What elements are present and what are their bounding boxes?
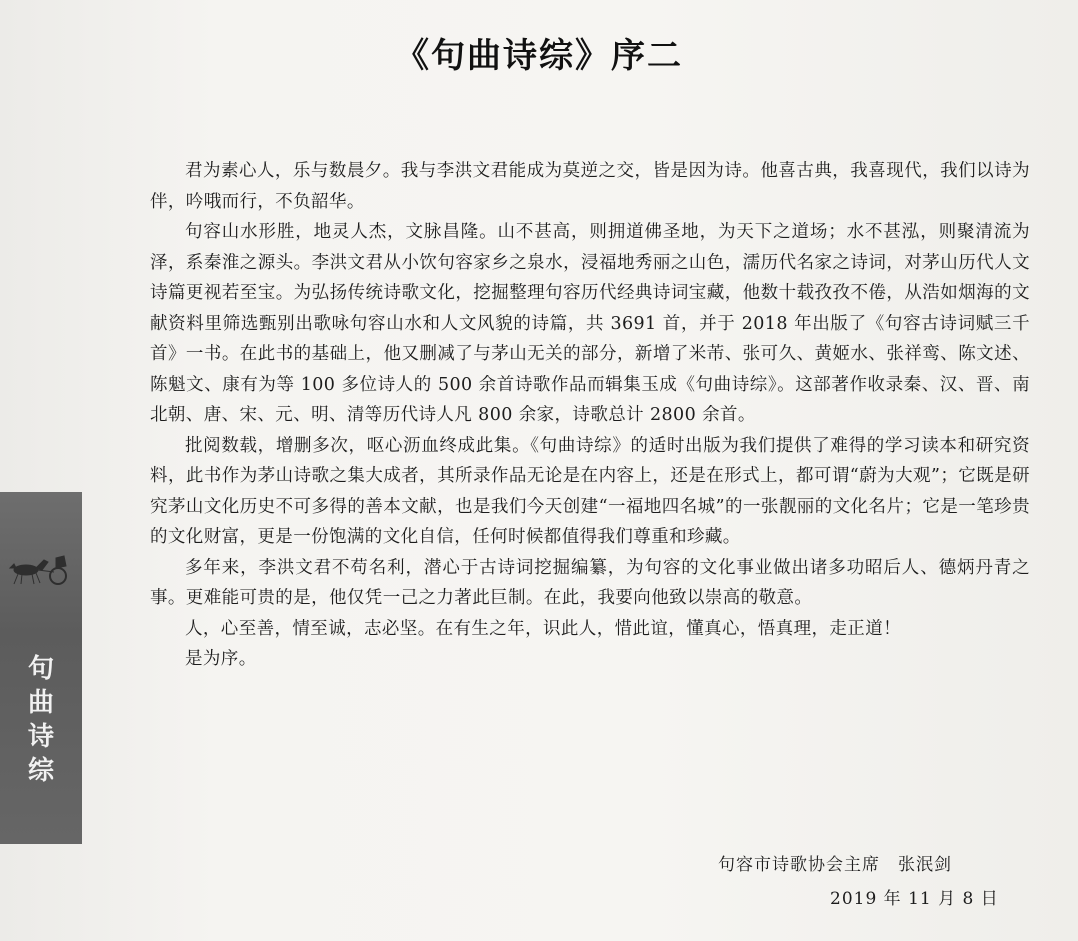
paragraph: 人，心至善，情至诚，志必坚。在有生之年，识此人，惜此谊，懂真心，悟真理，走正道！ [185,618,901,639]
side-tab [0,492,82,844]
paragraph: 多年来，李洪文君不苟名利，潜心于古诗词挖掘编纂，为句容的文化事业做出诸多功昭后人、德炳丹青之事。更难能可贵的是，他仅凭一己之力著此巨制。在此，我要向他致以崇高的敬意。 [150,557,1030,608]
paragraph: 君为素心人，乐与数晨夕。我与李洪文君能成为莫逆之交，皆是因为诗。他喜古典，我喜现代，我们以诗为伴，吟哦而行，不负韶华。 [150,161,1030,212]
page-title: 《句曲诗综》序二 [395,36,683,76]
side-tab-title: 句曲诗综 [27,654,54,786]
paragraph: 是为序。 [185,649,257,669]
paragraph: 批阅数载，增删多次，呕心沥血终成此集。《句曲诗综》的适时出版为我们提供了难得的学习读本和研究资料，此书作为茅山诗歌之集大成者，其所录作品无论是在内容上，还是在形式上，都可谓“蔚为大观”；它既是研究茅山文化历史不可多得的善本文献，也是我们今天创建“一福地四名城”的一张靓丽的文化名片；它是一笔珍贵的文化财富，更是一份饱满的文化自信，任何时候都值得我们尊重和珍藏。 [150,435,1030,547]
signature-block [718,848,999,916]
paragraph: 句容山水形胜，地灵人杰，文脉昌隆。山不甚高，则拥道佛圣地，为天下之道场；水不甚泓，则聚清流为泽，系秦淮之源头。李洪文君从小饮句容家乡之泉水，浸福地秀丽之山色，濡历代名家之诗词，对茅山历代人文诗篇更视若至宝。为弘扬传统诗歌文化，挖掘整理句容历代经典诗词宝藏，他数十载孜孜不倦，从浩如烟海的文献资料里筛选甄别出歌咏句容山水和人文风貌的诗篇，共 3691 首，并于 2018 年出版了《句容古诗词赋三千首》一书。在此书的基础上，他又删减了与茅山无关的部分，新增了米芾、张可久、黄姬水、张祥鸾、陈文述、陈魁文、康有为等 100 多位诗人的 500 余首诗歌作品而辑集玉成《句曲诗综》。这部著作收录秦、汉、晋、南北朝、唐、宋、元、明、清等历代诗人凡 800 余家，诗歌总计 2800 余首。 [150,222,1030,425]
signature-date: 2019 年 11 月 8 日 [830,889,999,909]
preface-body [150,156,1030,675]
horse-chariot-icon [6,548,74,588]
signature-author: 句容市诗歌协会主席 张泯剑 [718,855,952,875]
